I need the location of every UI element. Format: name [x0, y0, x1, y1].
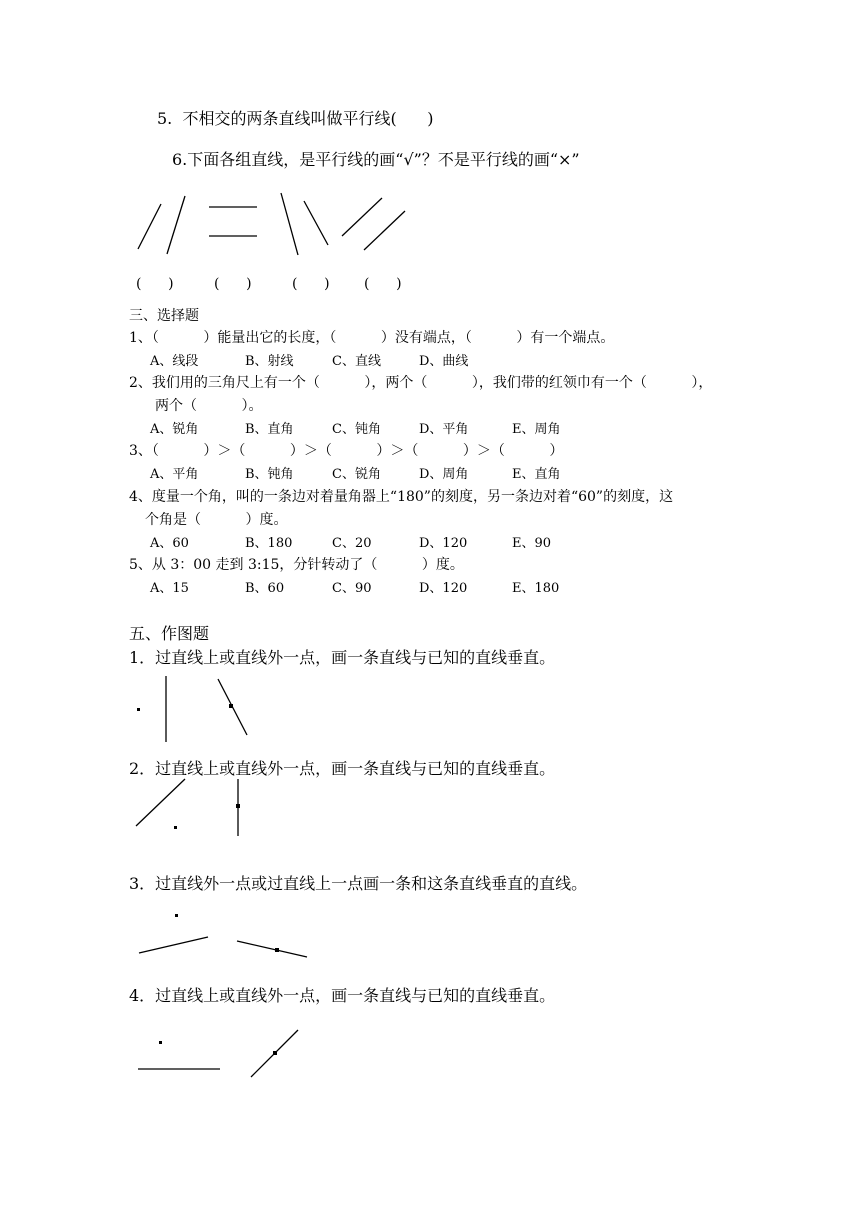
mc-q2-line1: 2、我们用的三角尺上有一个（ ），两个（ ），我们带的红领巾有一个（ ），	[129, 375, 713, 391]
mc-q5-opt-e: E、180	[512, 581, 560, 596]
mc-q1-opt-a: A、线段	[150, 354, 199, 369]
mc-q2-opt-a: A、锐角	[150, 422, 199, 437]
draw-q2: 2．过直线上或直线外一点，画一条直线与已知的直线垂直。	[129, 759, 556, 778]
mc-q4-line1: 4、度量一个角，叫的一条边对着量角器上“180”的刻度，另一条边对着“60”的刻度，这	[129, 489, 674, 505]
draw-q4-figure	[138, 1030, 298, 1077]
draw-q4: 4．过直线上或直线外一点，画一条直线与已知的直线垂直。	[129, 986, 556, 1005]
mc-q5-opt-b: B、60	[245, 581, 285, 596]
mc-q4-opt-c: C、20	[332, 536, 372, 551]
draw-q3-figure	[139, 914, 307, 957]
section5-title: 五、作图题	[129, 624, 210, 643]
judge-q6: 6.下面各组直线，是平行线的画“√”？不是平行线的画“×”	[172, 150, 580, 169]
line-pair-4	[342, 198, 405, 250]
mc-q4-opt-a: A、60	[150, 536, 189, 551]
mc-q1-opt-d: D、曲线	[419, 354, 469, 369]
mc-q1-opt-b: B、射线	[245, 354, 294, 369]
mc-q3: 3、（ ）＞（ ）＞（ ）＞（ ）＞（ ）	[129, 443, 564, 459]
mc-q2-opt-e: E、周角	[512, 422, 561, 437]
answer-blank-3[interactable]: ( )	[292, 276, 330, 292]
mc-q3-opt-c: C、锐角	[332, 467, 381, 482]
mc-q3-opt-a: A、平角	[150, 467, 199, 482]
line-pair-2	[209, 207, 257, 236]
mc-q2-opt-b: B、直角	[245, 422, 294, 437]
mc-q2-opt-c: C、钝角	[332, 422, 381, 437]
draw-q3: 3．过直线外一点或过直线上一点画一条和这条直线垂直的直线。	[129, 874, 588, 893]
line-pair-1	[138, 196, 185, 254]
mc-q1: 1、（ ）能量出它的长度，（ ）没有端点，（ ）有一个端点。	[129, 330, 615, 346]
mc-q4-opt-d: D、120	[419, 536, 468, 551]
mc-q3-opt-b: B、钝角	[245, 467, 294, 482]
answer-blank-1[interactable]: ( )	[136, 276, 174, 292]
draw-q1: 1．过直线上或直线外一点，画一条直线与已知的直线垂直。	[129, 648, 556, 667]
mc-q3-opt-d: D、周角	[419, 467, 469, 482]
draw-q1-figure	[137, 676, 247, 742]
mc-q5: 5、从 3：00 走到 3:15，分针转动了（ ）度。	[129, 557, 464, 573]
answer-blank-4[interactable]: ( )	[364, 276, 402, 292]
section3-title: 三、选择题	[129, 308, 199, 324]
line-pair-3	[281, 193, 328, 255]
mc-q4-opt-e: E、90	[512, 536, 552, 551]
judge-q5: 5. 不相交的两条直线叫做平行线( )	[157, 109, 434, 128]
mc-q2-line2: 两个（ ）。	[155, 398, 263, 414]
mc-q5-opt-c: C、90	[332, 581, 372, 596]
mc-q1-opt-c: C、直线	[332, 354, 381, 369]
mc-q4-opt-b: B、180	[245, 536, 293, 551]
draw-q2-figure	[136, 779, 240, 836]
mc-q4-line2: 个角是（ ）度。	[145, 512, 288, 528]
mc-q3-opt-e: E、直角	[512, 467, 561, 482]
answer-blank-2[interactable]: ( )	[214, 276, 252, 292]
mc-q2-opt-d: D、平角	[419, 422, 469, 437]
mc-q5-opt-d: D、120	[419, 581, 468, 596]
mc-q5-opt-a: A、15	[150, 581, 189, 596]
